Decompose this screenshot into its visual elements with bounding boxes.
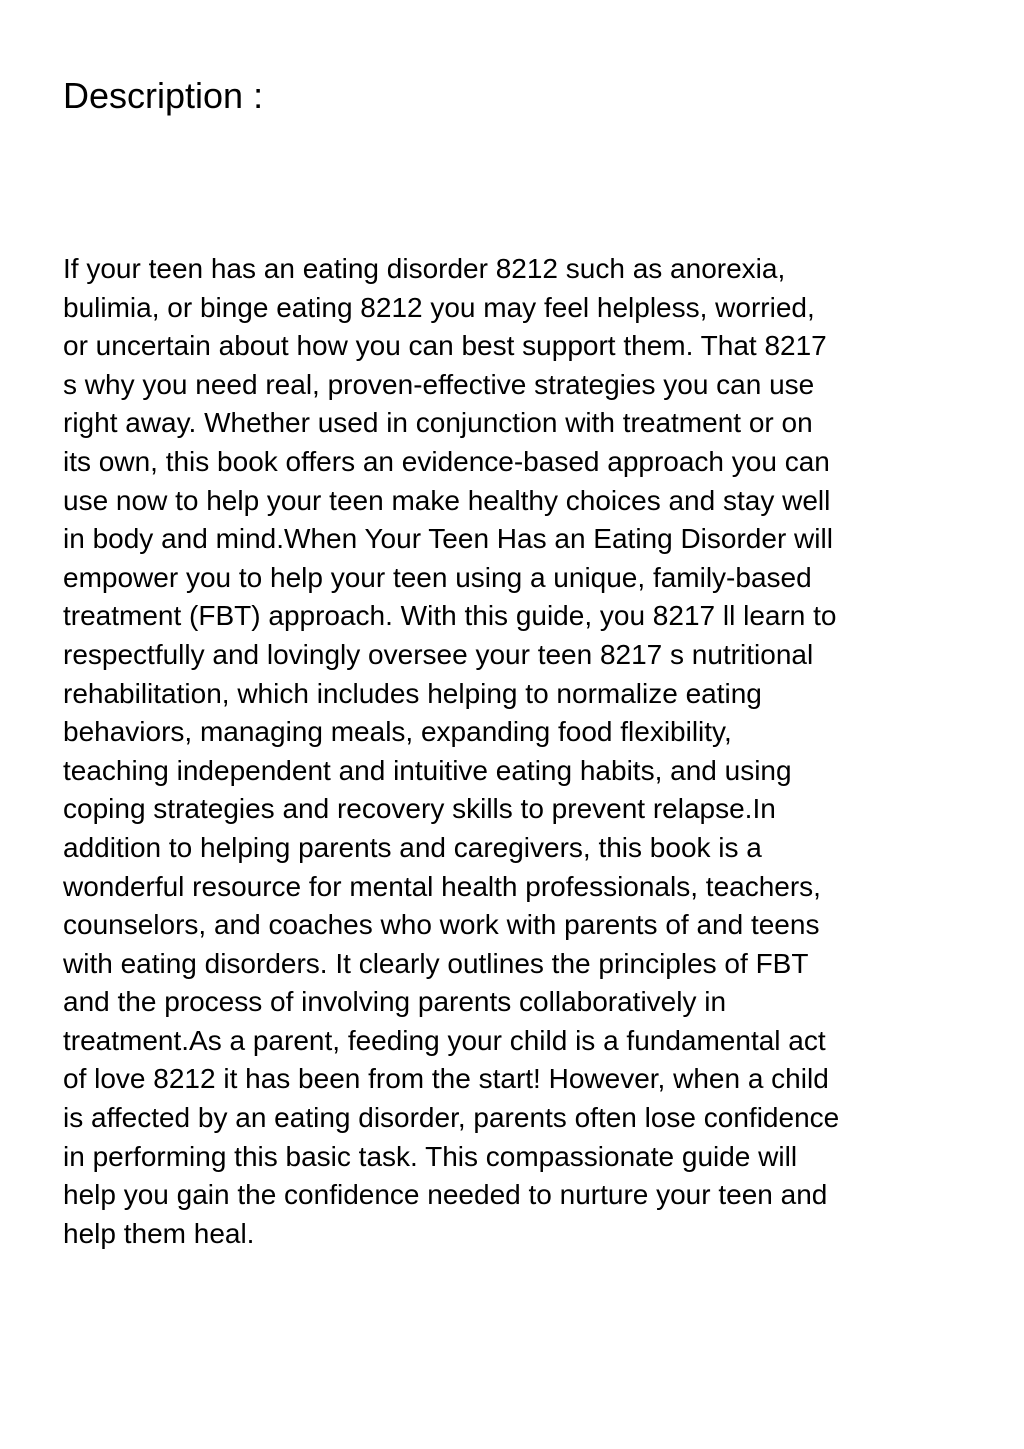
text-line: If your teen has an eating disorder 8212 such as anorexia,: [63, 253, 786, 284]
text-line: help you gain the confidence needed to nurture your teen and: [63, 1179, 828, 1211]
text-line: of love 8212 it has been from the start! However, when a child: [63, 1063, 829, 1095]
text-line: rehabilitation, which includes helping to normalize eating: [63, 677, 762, 709]
text-line: is affected by an eating disorder, parents often lose confidence: [63, 1102, 840, 1134]
text-line: right away. Whether used in conjunction with treatment or on: [63, 407, 813, 439]
text-line: addition to helping parents and caregivers, this book is a: [63, 831, 762, 863]
text-line: in performing this basic task. This compassionate guide will: [63, 1140, 798, 1172]
text-line: and the process of involving parents collaboratively in: [63, 986, 727, 1018]
text-line: teaching independent and intuitive eating habits, and using: [63, 754, 792, 786]
description-body: [63, 250, 973, 1253]
text-line: s why you need real, proven-effective strategies you can use: [63, 368, 815, 400]
text-line: coping strategies and recovery skills to prevent relapse.In: [63, 793, 776, 825]
text-line: counselors, and coaches who work with parents of and teens: [63, 909, 820, 941]
text-line: use now to help your teen make healthy choices and stay well: [63, 484, 831, 516]
text-line: bulimia, or binge eating 8212 you may feel helpless, worried,: [63, 291, 815, 323]
text-line: treatment.As a parent, feeding your child is a fundamental act: [63, 1024, 826, 1056]
text-line: with eating disorders. It clearly outlines the principles of FBT: [63, 947, 809, 979]
text-line: wonderful resource for mental health professionals, teachers,: [63, 870, 821, 902]
text-line: its own, this book offers an evidence-based approach you can: [63, 445, 830, 477]
text-line: respectfully and lovingly oversee your teen 8217 s nutritional: [63, 638, 814, 670]
text-line: empower you to help your teen using a unique, family-based: [63, 561, 812, 593]
text-line: or uncertain about how you can best support them. That 8217: [63, 330, 827, 362]
text-line: help them heal.: [63, 1217, 255, 1249]
text-line: treatment (FBT) approach. With this guide, you 8217 ll learn to: [63, 600, 837, 632]
text-line: behaviors, managing meals, expanding food flexibility,: [63, 716, 732, 748]
text-line: in body and mind.When Your Teen Has an Eating Disorder will: [63, 523, 833, 555]
description-heading: Description :: [63, 75, 264, 116]
